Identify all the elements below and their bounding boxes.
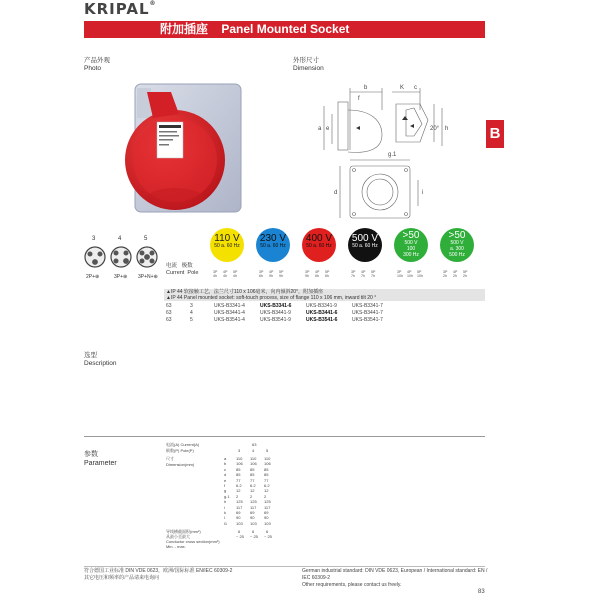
param-cell: 12	[250, 488, 255, 494]
footer-right: German industrial standard: DIN VDE 0623, European / International standard: EN / IEC 60309-2 Other requirements, please contact us freely.	[302, 568, 488, 588]
voltage-frequency: 500 V	[404, 240, 418, 246]
voltage-pole-col: 4P 7h	[361, 270, 366, 278]
dim-mark-g1: g.1	[388, 152, 397, 158]
param-cell: 12	[236, 488, 241, 494]
param-cell: 125	[236, 499, 243, 505]
table-cell: UKS-B3541-6	[306, 317, 338, 323]
dim-mark-d: d	[334, 190, 338, 196]
param-cell: 3	[238, 448, 241, 453]
dim-mark-b: b	[364, 85, 368, 91]
header-title-cn: 附加插座	[160, 22, 209, 36]
param-cell: 电流(A) Current(A)	[166, 442, 200, 447]
param-cell: 110	[264, 456, 271, 461]
table-row	[166, 303, 486, 310]
table-cell: UKS-B3441-6	[306, 310, 338, 316]
table-row	[166, 310, 486, 317]
param-cell: 85	[264, 472, 269, 478]
voltage-circle	[440, 228, 474, 262]
dim-mark-k: K	[400, 85, 405, 91]
voltage-pole-col: 5P 2h	[463, 270, 468, 278]
table-cell: UKS-B3341-4	[214, 303, 245, 309]
table-cell: UKS-B3341-9	[306, 303, 337, 309]
param-cell: 90	[236, 515, 241, 521]
param-cell: 85	[250, 466, 255, 472]
page-header	[84, 21, 485, 38]
page-number: 83	[478, 589, 485, 595]
voltage-frequency: 500 V	[450, 240, 464, 246]
dimension-drawing	[310, 80, 470, 225]
pole-label-3: 2P+⊕	[86, 274, 100, 280]
param-cell: 117	[250, 504, 257, 510]
pole-label-4: 3P+⊕	[114, 274, 128, 280]
voltage-pole-col: 3P 10h	[397, 270, 403, 278]
table-cell: 4	[190, 310, 193, 316]
param-cell: 69	[236, 510, 241, 515]
table-cell: UKS-B3341-6	[260, 303, 292, 309]
voltage-pole-col: 3P 7h	[351, 270, 356, 278]
parameter-label: 参数 Parameter	[84, 451, 117, 467]
param-cell: 103	[264, 520, 271, 526]
param-cell: 69	[250, 510, 255, 515]
voltage-frequency-2: a. 300	[450, 246, 464, 252]
param-cell: 106	[264, 461, 271, 467]
voltage-pole-col: 3P 6h	[259, 270, 264, 278]
pole-label-5: 3P+N+⊕	[138, 274, 158, 280]
voltage-value: >50	[402, 230, 420, 241]
product-photo	[115, 78, 255, 218]
voltage-value: 230 V	[259, 233, 287, 244]
param-cell: 103	[236, 520, 243, 526]
param-cell: c	[224, 466, 226, 472]
voltage-pole-col: 4P 4h	[223, 270, 228, 278]
param-cell: 6	[266, 529, 269, 535]
param-cell: 6.2	[236, 483, 242, 488]
param-cell: 从最小至最大	[166, 534, 190, 540]
voltage-circle	[394, 228, 428, 262]
ordering-note-en: ▲IP 44 Panel mounted socket: soft-touch process, size of flange 110 x 106 mm, inward tilt 20 °	[166, 295, 377, 301]
footer-left: 符合德国工业标准 DIN VDE 0623，欧洲/国际标准 EN/IEC 60309-2 其它电压和频率的产品请来电询问	[84, 568, 233, 581]
dim-mark-h: h	[445, 126, 449, 132]
voltage-pole-col: 5P 9h	[279, 270, 284, 278]
param-cell: 5	[266, 448, 269, 453]
param-cell: 85	[236, 472, 241, 478]
table-cell: UKS-B3541-7	[352, 317, 383, 323]
param-cell: 6	[252, 529, 255, 535]
voltage-value: >50	[448, 230, 466, 241]
param-cell: h	[224, 499, 227, 505]
param-cell: 导线横截面积(mm²)	[166, 529, 201, 535]
voltage-circle	[348, 228, 382, 262]
voltage-frequency: 50 a. 60 Hz	[214, 243, 240, 249]
param-cell: 77	[250, 477, 255, 483]
param-cell: d	[224, 472, 227, 478]
param-cell: 2	[264, 493, 267, 499]
param-cell: 2	[250, 493, 253, 499]
param-cell: Dimension(mm)	[166, 462, 195, 467]
param-cell: 125	[250, 499, 257, 505]
footer-divider	[84, 566, 485, 567]
section-tab[interactable]: B	[486, 120, 504, 148]
pole-count-3: 3	[92, 236, 96, 242]
param-cell: 85	[236, 466, 241, 472]
description-label: 选型 Description	[84, 352, 117, 367]
voltage-circle	[302, 228, 336, 262]
dim-mark-c: c	[414, 85, 417, 91]
voltage-pole-col: 5P 10h	[417, 270, 423, 278]
parameter-table	[166, 442, 286, 562]
table-cell: UKS-B3441-7	[352, 310, 383, 316]
param-cell: 77	[236, 477, 241, 483]
table-row	[166, 317, 486, 324]
param-cell: 12	[264, 488, 269, 494]
param-cell: 尺寸	[166, 456, 174, 461]
param-cell: 极数(P) Pole(P)	[166, 448, 194, 453]
param-cell: e	[224, 477, 227, 483]
param-cell: 117	[236, 504, 243, 510]
voltage-value: 500 V	[351, 233, 379, 244]
param-cell: f	[224, 483, 226, 488]
param-cell: ~ 25	[236, 534, 244, 540]
param-cell: a	[224, 456, 227, 461]
table-cell: UKS-B3541-9	[260, 317, 291, 323]
ordering-note-cn: ▲IP 44 软接触工艺，法兰尺寸110 x 106毫米，向内倾斜20°，附加插座	[166, 289, 324, 295]
table-cell: UKS-B3441-4	[214, 310, 245, 316]
dim-mark-angle: 20°	[430, 126, 440, 132]
param-cell: 106	[236, 461, 243, 467]
param-cell: 117	[264, 504, 271, 510]
dim-mark-i: i	[422, 190, 424, 196]
param-cell: 110	[250, 456, 257, 461]
param-cell: b	[224, 461, 227, 467]
voltage-frequency: 50 a. 60 Hz	[306, 243, 332, 249]
voltage-pole-col: 3P 9h	[305, 270, 310, 278]
pole-icons	[84, 236, 164, 286]
voltage-value: 110 V	[214, 233, 240, 244]
pole-count-4: 4	[118, 236, 122, 242]
voltage-frequency-3: 300 Hz	[403, 252, 419, 258]
voltage-pole-col: 4P 2h	[453, 270, 458, 278]
param-cell: 90	[250, 515, 255, 521]
table-cell: 5	[190, 317, 193, 323]
param-cell: 69	[264, 510, 269, 515]
pole-count-5: 5	[144, 236, 148, 242]
table-cell: 3	[190, 303, 193, 309]
param-cell: 6	[238, 529, 241, 535]
voltage-value: 400 V	[305, 233, 333, 244]
dim-mark-a: a	[318, 126, 322, 132]
dim-mark-f: f	[358, 96, 360, 102]
photo-label: 产品外观 Photo	[84, 57, 110, 72]
param-cell: 63	[252, 442, 257, 447]
dim-mark-e: e	[326, 126, 330, 132]
voltage-frequency: 50 a. 60 Hz	[352, 243, 378, 249]
param-cell: l1	[224, 520, 228, 526]
ordering-table	[166, 303, 486, 327]
param-cell: 77	[264, 477, 269, 483]
param-cell: 85	[250, 472, 255, 478]
table-cell: UKS-B3341-7	[352, 303, 383, 309]
param-cell: l	[224, 515, 225, 521]
param-cell: i	[224, 504, 225, 510]
voltage-pole-col: 5P 4h	[233, 270, 238, 278]
voltage-frequency: 50 a. 60 Hz	[260, 243, 286, 249]
brand-logo: KRIPAL®	[84, 0, 157, 18]
param-cell: ~ 25	[264, 534, 272, 540]
voltage-pole-col: 3P 2h	[443, 270, 448, 278]
param-cell: 106	[250, 461, 257, 467]
param-cell: g.1	[224, 493, 230, 499]
param-cell: Min. - max.	[166, 544, 186, 550]
dimension-label: 外形尺寸 Dimension	[293, 57, 324, 72]
pole-diagrams	[84, 245, 164, 269]
voltage-pole-col: 4P 10h	[407, 270, 413, 278]
voltage-frequency-3: 500 Hz	[449, 252, 465, 258]
table-cell: UKS-B3441-9	[260, 310, 291, 316]
table-cell: UKS-B3541-4	[214, 317, 245, 323]
param-cell: 85	[264, 466, 269, 472]
param-cell: Conductor cross section(mm²)	[166, 539, 220, 545]
voltage-circle	[256, 228, 290, 262]
param-cell: 6.2	[250, 483, 256, 488]
current-pole-labels: 电流 极数 Current Pole	[166, 263, 199, 276]
param-cell: g	[224, 488, 227, 494]
param-cell: 4	[252, 448, 255, 453]
voltage-legend	[210, 228, 486, 288]
voltage-pole-col: 4P 6h	[315, 270, 320, 278]
param-cell: 6.2	[264, 483, 270, 488]
table-cell: 63	[166, 303, 172, 309]
voltage-pole-col: 5P 6h	[325, 270, 330, 278]
table-cell: 63	[166, 317, 172, 323]
table-cell: 63	[166, 310, 172, 316]
param-cell: 2	[236, 493, 239, 499]
param-cell: ~ 25	[250, 534, 258, 540]
voltage-frequency-2: 100	[406, 246, 416, 252]
param-cell: 125	[264, 499, 271, 505]
voltage-pole-col: 4P 9h	[269, 270, 274, 278]
voltage-pole-col: 3P 4h	[213, 270, 218, 278]
param-cell: 110	[236, 456, 243, 461]
param-cell: 90	[264, 515, 269, 521]
voltage-circle	[210, 228, 244, 262]
voltage-pole-col: 5P 7h	[371, 270, 376, 278]
param-cell: k	[224, 510, 226, 515]
header-title-en: Panel Mounted Socket	[221, 22, 350, 36]
param-cell: 103	[250, 520, 257, 526]
section-divider	[84, 436, 485, 437]
